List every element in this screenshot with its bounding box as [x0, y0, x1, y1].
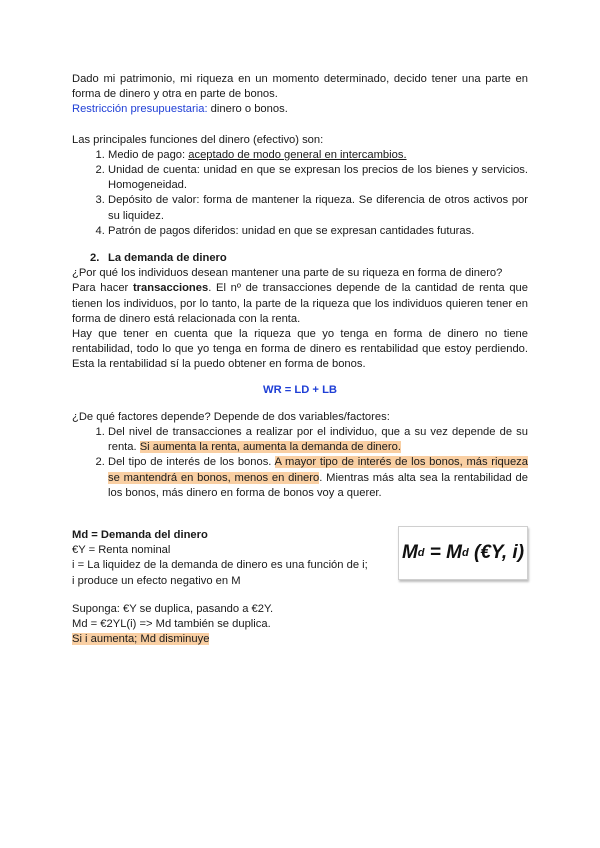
money-demand-formula-box [398, 526, 528, 580]
document-body [72, 72, 528, 501]
list-item: 2. Unidad de cuenta: unidad en que se expresan los precios de los bienes y servicios. Homogeneidad. [108, 163, 528, 193]
section-question: ¿Por qué los individuos desean mantener una parte de su riqueza en forma de dinero? [72, 267, 503, 280]
highlighted-text: A mayor tipo de interés de los bonos, más riqueza se mantendrá en bonos, menos en dinero [108, 456, 528, 484]
md-line: i produce un efecto negativo en M [72, 574, 241, 587]
suponga-block [72, 602, 392, 648]
text: . Mientras más alta sea la rentabilidad de los bonos, más dinero en forma de bonos voy a querer. [108, 471, 528, 499]
formula-text: (€Y, i) [468, 542, 525, 563]
suponga-line: Md = €2YL(i) => Md también se duplica. [72, 618, 271, 631]
formula-superscript: d [462, 547, 469, 559]
list-item: 4. Patrón de pagos diferidos: unidad en que se expresan cantidades futuras. [108, 224, 528, 239]
formula-text: = M [424, 542, 463, 563]
factors-lead: ¿De qué factores depende? Depende de dos variables/factores: [72, 410, 390, 423]
md-definitions [72, 528, 382, 589]
section-title: La demanda de dinero [108, 252, 227, 265]
restriction-line [72, 102, 528, 117]
highlighted-text: Si aumenta la renta, aumenta la demanda de dinero. [139, 441, 401, 454]
text: Del tipo de interés de los bonos. [108, 456, 275, 469]
md-line: i = La liquidez de la demanda de dinero es una función de i; [72, 559, 368, 572]
restriction-text: dinero o bonos. [207, 103, 288, 116]
transactions-paragraph [72, 281, 528, 327]
md-title: Md = Demanda del dinero [72, 529, 208, 541]
item-text: Medio de pago: [108, 148, 189, 161]
bold-term: transacciones [132, 282, 209, 295]
highlighted-text: Si i aumenta; Md disminuye [72, 633, 210, 646]
list-item [108, 148, 528, 163]
text: Para hacer [72, 282, 133, 295]
list-item [108, 425, 528, 455]
intro-paragraph: Dado mi patrimonio, mi riqueza en un momento determinado, decido tener una parte en forma de dinero y otra en parte de bonos. [72, 73, 528, 101]
underlined-text: aceptado de modo general en intercambios. [188, 148, 407, 161]
section-heading [72, 251, 528, 266]
wealth-formula: WR = LD + LB [263, 383, 337, 396]
formula-text: M [401, 542, 418, 563]
text: . El nº de transacciones depende de la cantidad de renta que tienen los individuos, por lo tanto, la parte de la riqueza que los individuos quieren tener en forma de dinero está relacionada con la renta. [72, 282, 528, 325]
factors-list [72, 425, 528, 501]
suponga-line [72, 632, 392, 647]
profitability-paragraph: Hay que tener en cuenta que la riqueza que yo tenga en forma de dinero no tiene rentabilidad, todo lo que yo tenga en forma de dinero es rentabilidad que estoy perdiendo. Esta la rentabilidad sí la puedo obtener en forma de bonos. [72, 328, 528, 371]
text: Del nivel de transacciones a realizar por el individuo, que a su vez depende de su renta. [108, 426, 528, 454]
md-line: €Y = Renta nominal [72, 544, 171, 557]
restriction-label: Restricción presupuestaria: [72, 103, 208, 116]
functions-list [72, 148, 528, 239]
list-item: 3. Depósito de valor: forma de mantener la riqueza. Se diferencia de otros activos por su liquidez. [108, 193, 528, 223]
section-number: 2. [90, 252, 100, 265]
suponga-line: Suponga: €Y se duplica, pasando a €2Y. [72, 603, 274, 615]
formula-superscript: d [417, 547, 425, 559]
list-item [108, 455, 528, 501]
functions-lead: Las principales funciones del dinero (efectivo) son: [72, 133, 324, 146]
